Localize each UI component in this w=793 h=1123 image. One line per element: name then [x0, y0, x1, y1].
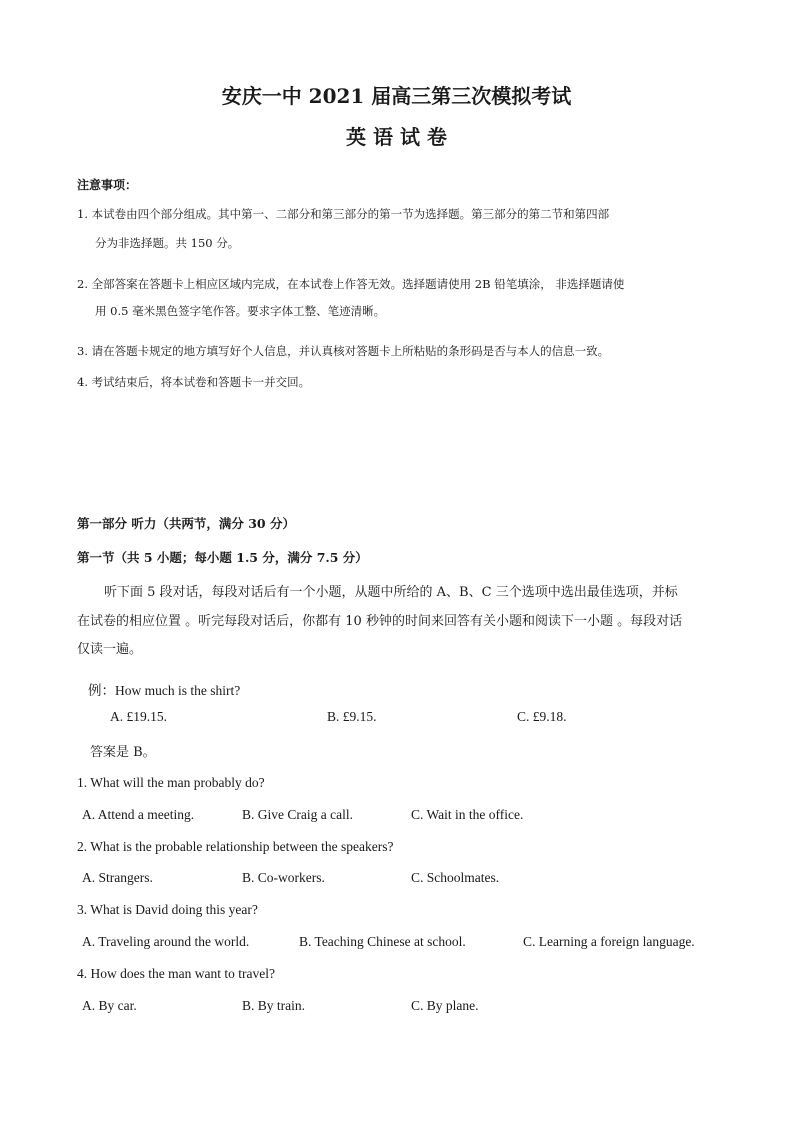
question-4: 4. How does the man want to travel?: [77, 966, 275, 981]
question-4-option-c: C. By plane.: [411, 998, 479, 1013]
question-3-option-c: C. Learning a foreign language.: [523, 934, 695, 949]
example-answer: 答案是 B。: [90, 745, 156, 760]
example-option-a: A. £19.15.: [110, 709, 167, 724]
instructions-line2: 在试卷的相应位置 。听完每段对话后，你都有 10 秒钟的时间来回答有关小题和阅读下一小题 。每段对话: [77, 614, 683, 629]
question-3-option-a: A. Traveling around the world.: [82, 934, 250, 949]
notice-item-2-line1: 2. 全部答案在答题卡上相应区域内完成，在本试卷上作答无效。选择题请使用 2B 铅笔填涂， 非选择题请使: [77, 277, 625, 291]
example-option-b: B. £9.15.: [327, 709, 377, 724]
notice-item-3: 3. 请在答题卡规定的地方填写好个人信息，并认真核对答题卡上所粘贴的条形码是否与本人的信息一致。: [77, 344, 610, 358]
question-4-option-b: B. By train.: [242, 998, 305, 1013]
notice-item-2-line2: 用 0.5 毫米黑色签字笔作答。要求字体工整、笔迹清晰。: [95, 304, 386, 318]
example-question: 例：How much is the shirt?: [88, 683, 241, 698]
notice-item-4: 4. 考试结束后，将本试卷和答题卡一并交回。: [77, 375, 311, 389]
section1-heading: 第一节（共 5 小题；每小题 1.5 分，满分 7.5 分）: [77, 550, 368, 565]
notice-item-1-line1: 1. 本试卷由四个部分组成。其中第一、二部分和第三部分的第一节为选择题。第三部分的第二节和第四部: [77, 207, 610, 221]
question-2: 2. What is the probable relationship between the speakers?: [77, 839, 394, 854]
question-1-option-a: A. Attend a meeting.: [82, 807, 195, 822]
question-1: 1. What will the man probably do?: [77, 775, 265, 790]
instructions-line3: 仅读一遍。: [77, 642, 143, 657]
page-subtitle: 英 语 试 卷: [346, 125, 447, 149]
question-2-option-c: C. Schoolmates.: [411, 870, 500, 885]
instructions-line1: 听下面 5 段对话，每段对话后有一个小题，从题中所给的 A、B、C 三个选项中选出最佳选项，并标: [104, 585, 678, 600]
page-title: 安庆一中 2021 届高三第三次模拟考试: [221, 84, 572, 108]
question-1-option-b: B. Give Craig a call.: [242, 807, 353, 822]
question-3: 3. What is David doing this year?: [77, 902, 258, 917]
notice-item-1-line2: 分为非选择题。共 150 分。: [95, 236, 240, 250]
question-4-option-a: A. By car.: [82, 998, 137, 1013]
question-1-option-c: C. Wait in the office.: [411, 807, 524, 822]
notice-heading: 注意事项：: [77, 178, 138, 192]
part1-heading: 第一部分 听力（共两节，满分 30 分）: [77, 516, 295, 531]
question-3-option-b: B. Teaching Chinese at school.: [299, 934, 466, 949]
question-2-option-b: B. Co-workers.: [242, 870, 325, 885]
example-option-c: C. £9.18.: [517, 709, 567, 724]
question-2-option-a: A. Strangers.: [82, 870, 153, 885]
